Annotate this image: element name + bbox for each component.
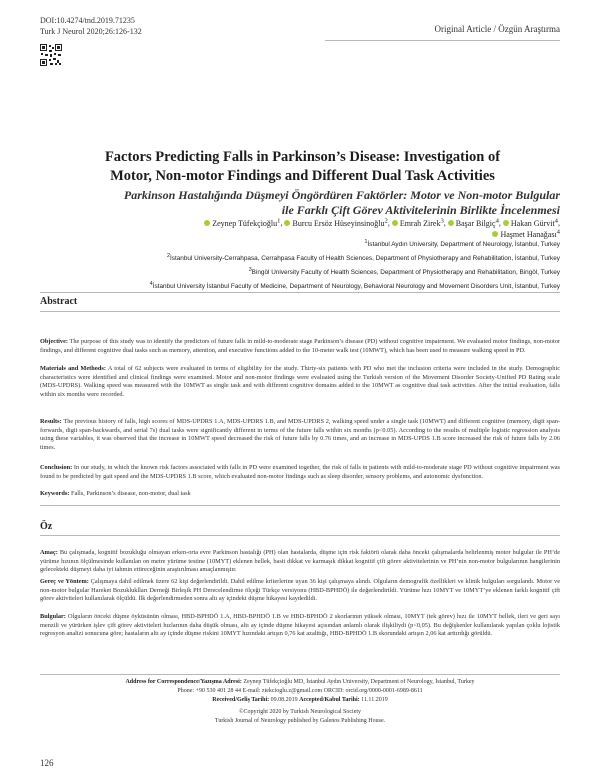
correspondence-address bbox=[40, 678, 560, 686]
conclusion-label: Conclusion: bbox=[40, 464, 73, 471]
orcid-icon[interactable] bbox=[392, 220, 398, 226]
section-rule bbox=[40, 292, 560, 293]
received-label: Received/Geliş Tarihi: bbox=[212, 697, 270, 703]
subtitle-line-1: Parkinson Hastalığında Düşmeyi Öngördüren Faktörler: Motor ve Non-motor Bulgular bbox=[123, 188, 560, 202]
title-line-2: Motor, Non-motor Findings and Different Dual Task Activities bbox=[110, 168, 495, 184]
affiliation-text: İstanbul University İstanbul Faculty of Medicine, Department of Neurology, Behavioral Neurology and Movement Disorders Unit, İstanbul, Turkey bbox=[152, 283, 560, 291]
gerec-label: Gereç ve Yöntem: bbox=[40, 578, 89, 585]
author-separator: , bbox=[443, 218, 446, 228]
oz-rule bbox=[40, 535, 560, 536]
affiliation-number: 4 bbox=[149, 281, 153, 287]
affiliation-number: 3 bbox=[248, 267, 252, 273]
received-date: 09.08.2019 bbox=[270, 697, 298, 703]
methods-text: A total of 62 subjects were evaluated in terms of eligibility for the study. Thirty-six patients with PD who met the inclusion criteria were included in the study. Demographic characteristics were identified and clinical findings were examined. Motor and non-motor findings were evaluated using the Turkish version of the Movement Disorder Society-Unified PD Rating scale (MDS-UPDRS). Walking speed was measured with the 10MWT as single task and with different cognitive domains added to the 10MWT as cognitive dual task activities. After the initial evaluation, falls within six months were recorded. bbox=[40, 365, 560, 398]
objective-label: Objective: bbox=[40, 338, 68, 345]
author-name: Burcu Ersöz Hüseyinsinoğlu bbox=[292, 218, 385, 228]
orcid-icon[interactable] bbox=[492, 231, 498, 237]
keywords-text: Falls, Parkinson’s disease, non-motor, dual task bbox=[70, 490, 191, 497]
oz-bulgular bbox=[40, 613, 560, 639]
section-rule bbox=[40, 505, 560, 506]
affiliation bbox=[20, 252, 560, 263]
results-label: Results: bbox=[40, 418, 62, 425]
author-separator: , bbox=[558, 218, 560, 228]
copyright-line-1: ©Copyright 2020 by Turkish Neurological Society bbox=[238, 709, 362, 715]
author-name: Haşmet Hanağası bbox=[500, 229, 557, 239]
orcid-icon[interactable] bbox=[448, 220, 454, 226]
author-name: Başar Bilgiç bbox=[455, 218, 496, 228]
accepted-date: 11.11.2019 bbox=[361, 697, 388, 703]
affiliation-text: Bingöl University Faculty of Health Sciences, Department of Physiotherapy and Rehabilitation, Bingöl, Turkey bbox=[251, 269, 560, 277]
author-name: Emrah Zirek bbox=[399, 218, 441, 228]
affiliation-number: 2 bbox=[167, 253, 170, 259]
doi: DOI:10.4274/tnd.2019.71235 bbox=[40, 16, 135, 25]
correspondence-contact: Phone: +90 530 401 28 44 E-mail: ztekcioglu.z@gmail.com ORCID: orcid.org/0000-0001-6989-8611 bbox=[177, 688, 423, 694]
keywords-label: Keywords: bbox=[40, 490, 70, 497]
author-affiliation: 4 bbox=[554, 217, 558, 224]
author-affiliation: 4 bbox=[556, 228, 560, 235]
author-separator: , bbox=[280, 218, 283, 228]
correspondence-label: Address for Correspondence/Yazışma Adresi: bbox=[125, 679, 242, 685]
author-separator: , bbox=[387, 218, 390, 228]
conclusion-text: In our study, in which the known risk factors associated with falls in PD were examined together, the risk of falls in patients with mild-to-moderate stage PD without cognitive impairment was found to be predicted by gait speed and the MDS-UPDRS 1.B score, which evaluated non-motor findings such as sleep disorder, sensory problems, and autonomic dysfunction. bbox=[40, 464, 560, 480]
abstract-rule bbox=[40, 311, 560, 312]
section-rule bbox=[40, 674, 560, 675]
qr-code-icon bbox=[40, 44, 62, 66]
title-line-1: Factors Predicting Falls in Parkinson’s Disease: Investigation of bbox=[104, 149, 501, 165]
abstract-methods bbox=[40, 365, 560, 399]
article-type: Original Article / Özgün Araştırma bbox=[434, 24, 560, 34]
oz-heading: Öz bbox=[40, 521, 53, 532]
objective-text: The purpose of this study was to identify the predictors of future falls in mild-to-moderate stage Parkinson’s disease (PD) without cognitive impairment. We evaluated motor findings, non-motor findings, and different cognitive dual tasks such as memory, attention, and executive functions added to the 10-meter walk test (10MWT), which has been used to measure walking speed in PD. bbox=[40, 338, 560, 354]
author-affiliation: 4 bbox=[495, 217, 499, 224]
author-name: Zeynep Tüfekçioğlu bbox=[212, 218, 278, 228]
correspondence-dates bbox=[40, 696, 560, 704]
author-name: Hakan Gürvit bbox=[510, 218, 555, 228]
oz-amac bbox=[40, 549, 560, 575]
results-text: The previous history of falls, high scores of MDS-UPDRS 1.A, MDS-UPDRS 1.B, and MDS-UPDRS 2, walking speed under a single task (10MWT) and different cognitive (memory, digit span-forwards, digit span-backwards, and serial 7s) dual tasks were significantly different in terms of the future falls within six months (p<0.05). According to the results of multiple logistic regression analysis using these variables, it was observed that the increase in 10MWT speed decreased the risk of future falls by 0.76 times, and an increase in MDS-UPDS 1.B score increased the risk of future falls by 2.06 times. bbox=[40, 418, 560, 451]
citation: Turk J Neurol 2020;26:126-132 bbox=[40, 27, 142, 36]
oz-gerec bbox=[40, 578, 560, 604]
abstract-keywords bbox=[40, 490, 560, 499]
methods-label: Materials and Methods: bbox=[40, 365, 106, 372]
affiliation bbox=[20, 266, 560, 277]
page-number: 126 bbox=[40, 758, 54, 768]
orcid-icon[interactable] bbox=[503, 220, 509, 226]
affiliation-text: İstanbul Aydın University, Department of Neurology, İstanbul, Turkey bbox=[367, 241, 560, 249]
author-affiliation: 3 bbox=[440, 217, 444, 224]
affiliation-number: 1 bbox=[364, 239, 368, 245]
affiliation-text: İstanbul University-Cerrahpasa, Cerrahpasa Faculty of Health Sciences, Department of Physiotherapy and Rehabilitation, İstanbul, Turkey bbox=[169, 255, 560, 263]
abstract-conclusion bbox=[40, 464, 560, 481]
amac-text: Bu çalışmada, kognitif bozukluğu olmayan erken-orta evre Parkinson hastalığı (PH) olan hastalarda, düşme için risk faktörü olarak daha önceki çalışmalarda belirlenmiş motor bulgular ile PH’de yürüme hızının ölçülmesinde kullanılan on metre yürüme testine (10MYT) eklenen bellek, basit dikkat ve karmaşık dikkat kognitif çift görev aktivitelerinin ve PH’nin non-motor bulgularının hangilerinin gelecekteki düşmeyi daha iyi tahmin ettireceğinin araştırılması amaçlanmıştır. bbox=[40, 549, 560, 574]
amac-label: Amaç: bbox=[40, 549, 58, 556]
orcid-icon[interactable] bbox=[204, 220, 210, 226]
affiliation bbox=[20, 280, 560, 291]
affiliation bbox=[20, 238, 560, 249]
bulgular-label: Bulgular: bbox=[40, 613, 66, 620]
copyright-line-2: Turkish Journal of Neurology published by Galenos Publishing House. bbox=[214, 718, 386, 724]
gerec-text: Çalışmaya dahil edilmek üzere 62 kişi değerlendirildi. Dahil edilme kriterlerine uyan 36 kişi çalışmaya alındı. Olguların demografik özellikleri ve klinik bulguları sorgulandı. Motor ve non-motor bulgular Hareket Bozukluklları Derneği Birleşik PH Derecelendirme ölçeği Türkçe versiyonu (HBD-BPHDÖ) ile değerlendirildi. Yürüme hızı 10MYT ve 10MYT’ye eklenen farklı kognitif çift görev aktiviteleri kullanılarak ölçüldü. İlk değerlendirmeden sonra altı ay içindeki düşme hikayesi kaydedildi. bbox=[40, 578, 560, 603]
accepted-label: Accepted/Kabul Tarihi: bbox=[299, 697, 360, 703]
author-affiliation: 1 bbox=[277, 217, 281, 224]
orcid-icon[interactable] bbox=[284, 220, 290, 226]
author-affiliation: 2 bbox=[384, 217, 388, 224]
abstract-heading: Abstract bbox=[40, 296, 78, 307]
correspondence-text: Zeynep Tüfekçioğlu MD, İstanbul Aydın University, Department of Neurology, İstanbul, Turkey bbox=[243, 679, 475, 685]
header-rule bbox=[325, 40, 560, 41]
abstract-results bbox=[40, 418, 560, 452]
author-separator: , bbox=[498, 218, 501, 228]
bulgular-text: Olguların önceki düşme öyküsünün olması, HBD-BPHDÖ 1.A, HBD-BPHDÖ 1.B ve HBD-BPHDÖ 2 skorlarının yüksek olması, 10MYT (tek görev) hızı ile 10MYT bellek, ileri ve geri sayı menzili ve yürürken işlev çift görev aktiviteleri hızlarının daha düşük olması, altı ay içinde düşme hikayesi açısından anlamlı olarak ilişkiliydi (p<0,05). Bu değişkenler kullanılarak yapılan çoklu lojistik regresyon analizi sonucuna göre; hastaların altı ay içinde düşme riskini 10MYT hızındaki artışın 0,76 kat azalttığı, HBD-BPHDÖ 1.B skorundaki artışın 2,06 kat arttırdığı görüldü. bbox=[40, 613, 561, 638]
abstract-objective bbox=[40, 338, 560, 355]
subtitle-line-2: ile Farklı Çift Görev Aktivitelerinin Birlikte İncelenmesi bbox=[281, 203, 560, 217]
